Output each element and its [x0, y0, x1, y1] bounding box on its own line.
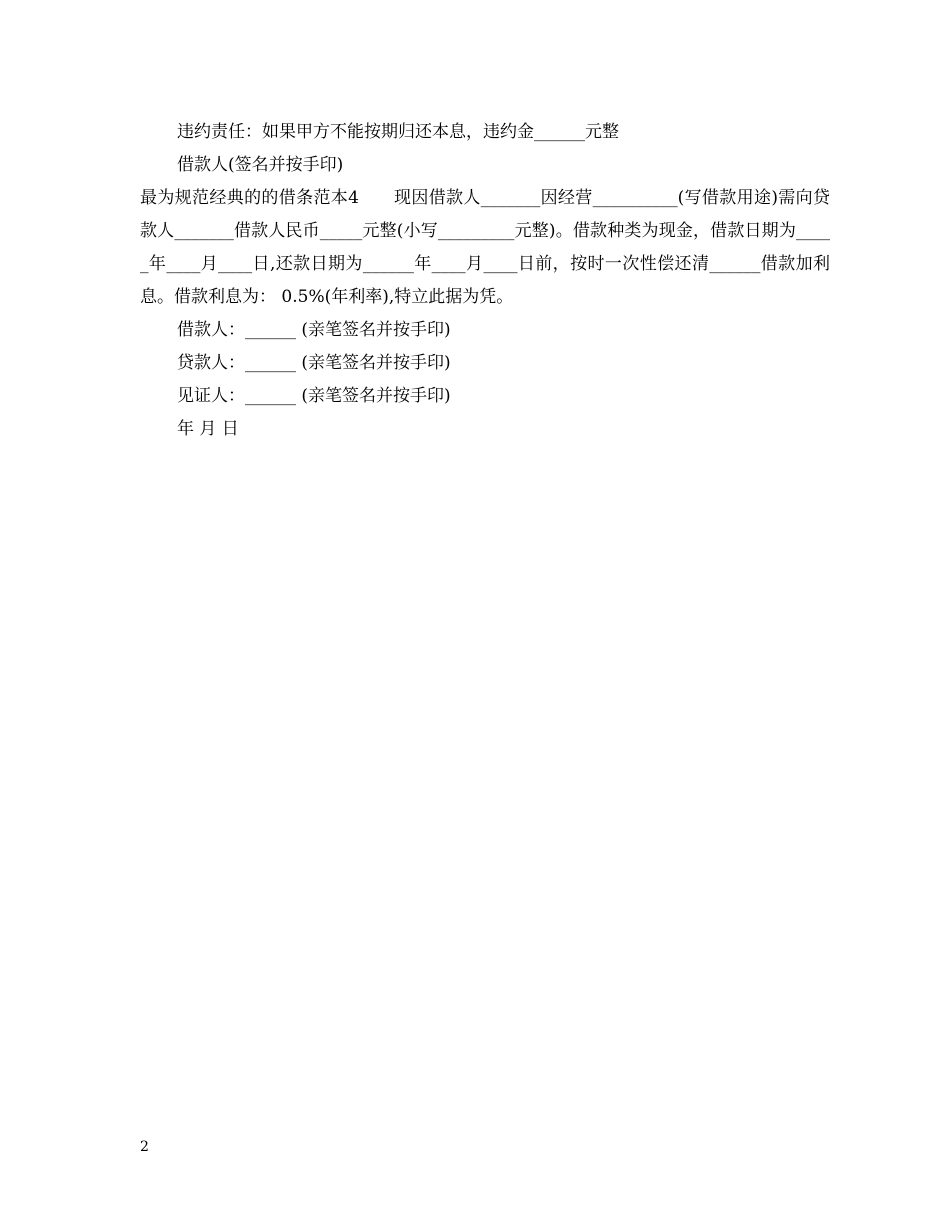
- page-number: 2: [140, 1139, 149, 1155]
- date-line: 年 月 日: [177, 419, 239, 439]
- borrower-sign-line: 借款人(签名并按手印): [177, 155, 344, 175]
- witness-signature-line: 见证人：______ (亲笔签名并按手印): [177, 386, 451, 406]
- lender-signature-line: 贷款人：______ (亲笔签名并按手印): [177, 353, 451, 373]
- document-body: [140, 116, 830, 446]
- loan-note-paragraph: 最为规范经典的的借条范本4 现因借款人_______因经营__________(写借款用途)需向贷款人_______借款人民币_____元整(小写_________元整)。借款种类为现金，借款日期为_____年____月____日,还款日期为______年____月____日前，按时一次性偿还清______借款加利息。借款利息为： 0.5%(年利率),特立此据为凭。: [140, 188, 830, 307]
- breach-liability-line: 违约责任：如果甲方不能按期归还本息，违约金______元整: [177, 122, 619, 142]
- borrower-signature-line: 借款人：______ (亲笔签名并按手印): [177, 320, 451, 340]
